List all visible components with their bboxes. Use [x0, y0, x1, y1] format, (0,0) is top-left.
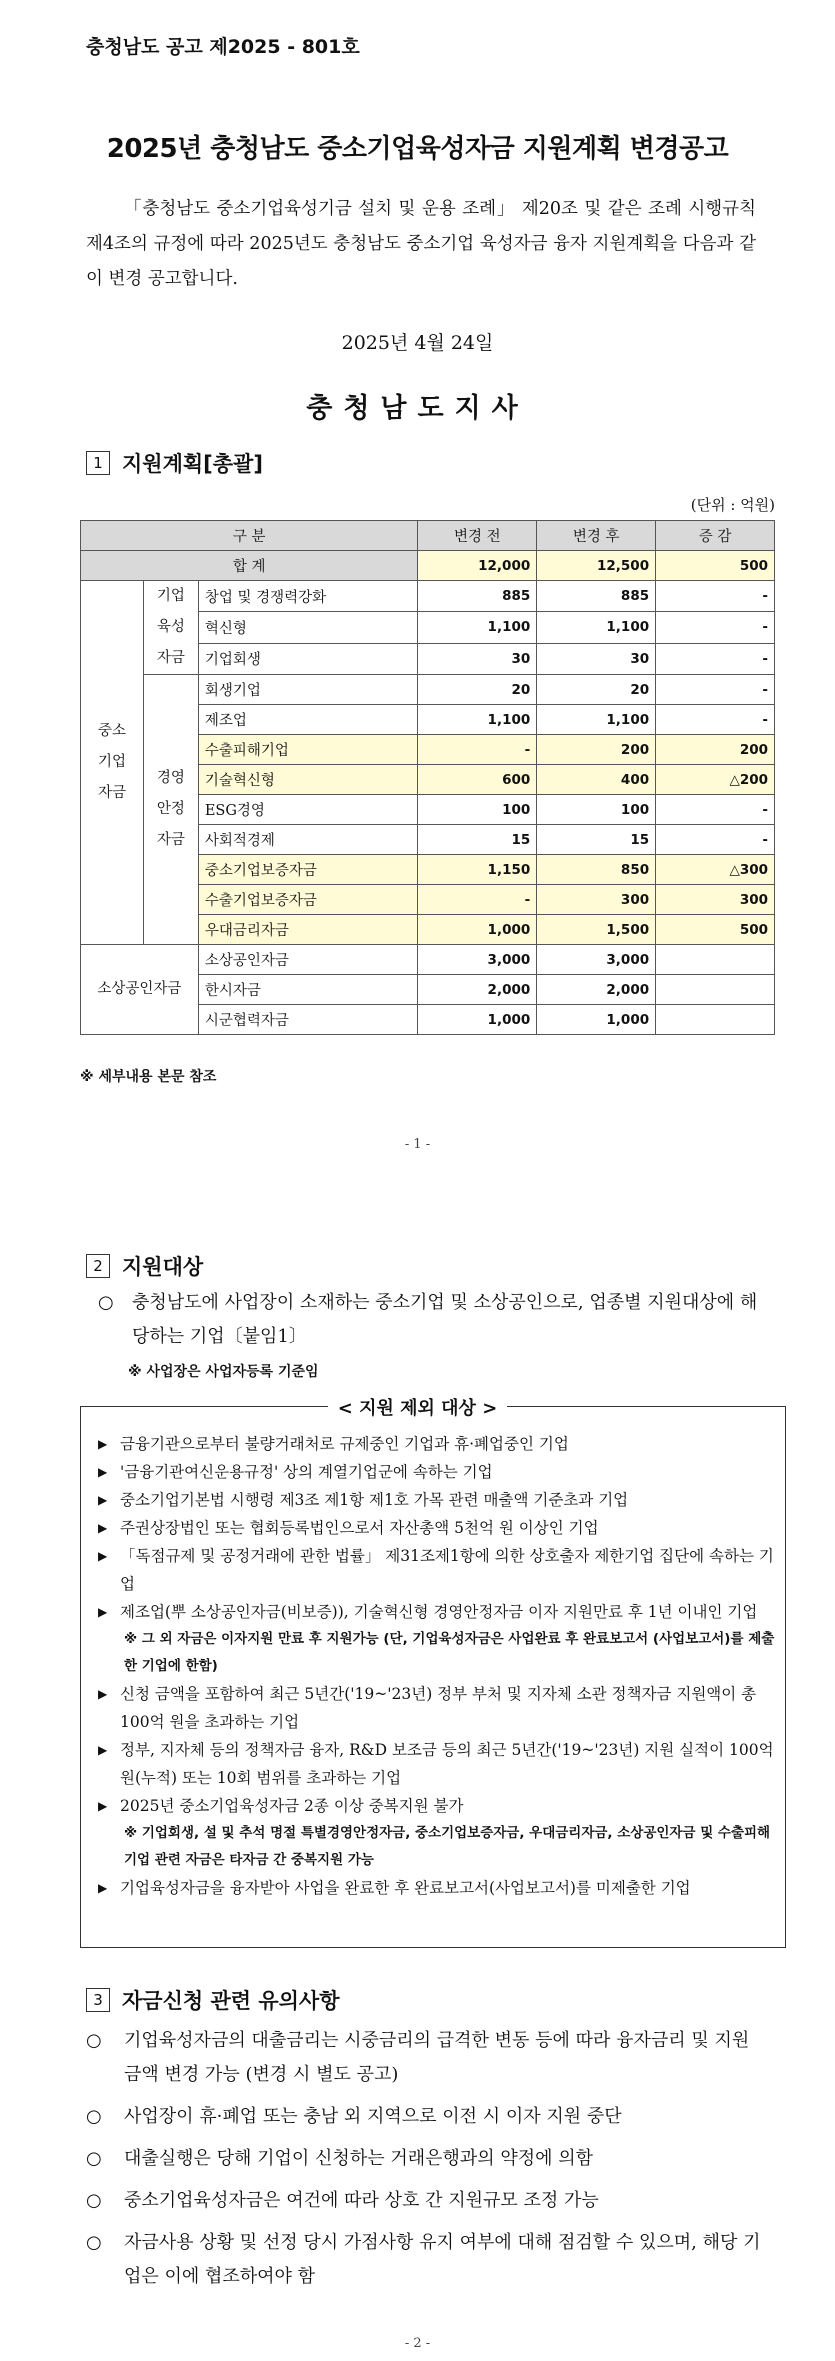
section-number: 2 [86, 1254, 110, 1278]
exclusion-text: 중소기업기본법 시행령 제3조 제1항 제1호 가목 관련 매출액 기준초과 기업 [120, 1491, 629, 1509]
exclusion-text: 주권상장법인 또는 협회등록법인으로서 자산총액 5천억 원 이상인 기업 [120, 1519, 599, 1537]
precaution-text: 중소기업육성자금은 여건에 따라 상호 간 지원규모 조정 가능 [124, 2190, 599, 2211]
row-item-label: 혁신형 [204, 620, 247, 637]
issuer: 충청남도지사 [306, 393, 529, 424]
row-after: 1,100 [537, 705, 656, 735]
section-title: 지원대상 [122, 1255, 204, 1279]
precaution-text: 자금사용 상황 및 선정 당시 가점사항 유지 여부에 대해 점검할 수 있으며, 해당 기업은 이에 협조하여야 함 [124, 2232, 761, 2287]
section-title: 자금신청 관련 유의사항 [122, 1989, 340, 2013]
support-target-note: ※ 사업장은 사업자등록 기준임 [128, 1364, 319, 1380]
row-diff [656, 945, 775, 975]
row-diff: - [656, 825, 775, 855]
row-item [198, 945, 418, 975]
table-header-row [81, 521, 775, 551]
row-item-label: 회생기업 [204, 683, 261, 699]
precaution-item [86, 2226, 766, 2294]
triangle-right-icon: ▶ [98, 1743, 108, 1757]
row-item-label: 수출기업보증자금 [204, 893, 317, 909]
support-target [98, 1286, 768, 1354]
row-item [198, 581, 418, 612]
unit-label: (단위 : 억원) [690, 496, 775, 514]
group-small-business: 소상공인자금 [81, 945, 199, 1035]
row-item [198, 643, 418, 674]
row-diff: - [656, 612, 775, 643]
intro-paragraph: 「충청남도 중소기업육성기금 설치 및 운용 조례」 제20조 및 같은 조례 시행규칙 제4조의 규정에 따라 2025년도 충청남도 중소기업 육성자금 융자 지원계획을 다음과 같이 변경 공고합니다. [86, 199, 756, 289]
row-after: 15 [537, 825, 656, 855]
row-diff: △200 [656, 765, 775, 795]
triangle-right-icon: ▶ [98, 1605, 108, 1619]
circle-bullet-icon: ○ [86, 2232, 102, 2253]
row-before: 885 [418, 581, 537, 612]
total-after: 12,500 [537, 551, 656, 581]
exclusion-text: 2025년 중소기업육성자금 2종 이상 중복지원 불가 [120, 1797, 464, 1815]
row-diff: △300 [656, 855, 775, 885]
row-diff: - [656, 795, 775, 825]
row-diff: 200 [656, 735, 775, 765]
precaution-item [86, 2184, 766, 2218]
row-diff [656, 975, 775, 1005]
row-before: 30 [418, 643, 537, 674]
row-item-label: 시군협력자금 [204, 1013, 289, 1029]
section-2-heading [86, 1251, 203, 1281]
sub-stable: 경영 안정 자금 [143, 675, 198, 945]
row-diff [656, 1005, 775, 1035]
row-after: 885 [537, 581, 656, 612]
sub-growth: 기업 육성 자금 [143, 581, 198, 675]
row-after: 300 [537, 885, 656, 915]
row-item [198, 975, 418, 1005]
row-item [198, 675, 418, 705]
exclusion-text: ※ 그 외 자금은 이자지원 만료 후 지원가능 (단, 기업육성자금은 사업완료 후 완료보고서 (사업보고서)를 제출한 기업에 한함) [124, 1631, 775, 1674]
row-before: 1,100 [418, 612, 537, 643]
exclusion-item [98, 1792, 782, 1820]
row-before: 1,150 [418, 855, 537, 885]
exclusion-item [98, 1598, 782, 1626]
exclusion-text: 정부, 지자체 등의 정책자금 융자, R&D 보조금 등의 최근 5년간('19~'23년) 지원 실적이 100억 원(누적) 또는 10회 범위를 초과하는 기업 [120, 1741, 774, 1787]
row-before: 600 [418, 765, 537, 795]
row-after: 20 [537, 675, 656, 705]
header-after: 변경 후 [537, 521, 656, 551]
notice-number: 충청남도 공고 제2025 - 801호 [86, 36, 360, 58]
row-diff: - [656, 675, 775, 705]
circle-bullet-icon: ○ [86, 2030, 102, 2051]
document-title: 2025년 충청남도 중소기업육성자금 지원계획 변경공고 [106, 134, 729, 164]
header-category: 구 분 [81, 521, 418, 551]
table-row [81, 945, 775, 975]
row-after: 3,000 [537, 945, 656, 975]
row-before: 1,100 [418, 705, 537, 735]
row-item [198, 795, 418, 825]
exclusion-title: < 지원 제외 대상 > [0, 1394, 835, 1420]
support-target-text: 충청남도에 사업장이 소재하는 중소기업 및 소상공인으로, 업종별 지원대상에 해당하는 기업〔붙임1〕 [132, 1292, 758, 1347]
triangle-right-icon: ▶ [98, 1465, 108, 1479]
section-number: 1 [86, 451, 110, 475]
row-item-label: 기술혁신형 [204, 773, 275, 789]
circle-bullet-icon: ○ [86, 2190, 102, 2211]
row-after: 1,100 [537, 612, 656, 643]
row-before: 1,000 [418, 1005, 537, 1035]
row-item-label: 우대금리자금 [204, 923, 289, 939]
exclusion-item [98, 1680, 782, 1736]
header-diff: 증 감 [656, 521, 775, 551]
row-diff: - [656, 643, 775, 674]
triangle-right-icon: ▶ [98, 1493, 108, 1507]
group-sme: 중소 기업 자금 [81, 581, 144, 945]
triangle-right-icon: ▶ [98, 1687, 108, 1701]
row-item-label: 제조업 [204, 713, 247, 729]
exclusion-text: 금융기관으로부터 불량거래처로 규제중인 기업과 휴·폐업중인 기업 [120, 1435, 569, 1453]
exclusion-text: 신청 금액을 포함하여 최근 5년간('19~'23년) 정부 부처 및 지자체 소관 정책자금 지원액이 총 100억 원을 초과하는 기업 [120, 1685, 757, 1731]
row-before: 3,000 [418, 945, 537, 975]
row-before: 2,000 [418, 975, 537, 1005]
table-row [81, 581, 775, 612]
row-item-label: 창업 및 경쟁력강화 [204, 589, 327, 606]
precaution-item [86, 2024, 766, 2092]
exclusion-text: 제조업(뿌 소상공인자금(비보증)), 기술혁신형 경영안정자금 이자 지원만료 후 1년 이내인 기업 [120, 1603, 758, 1621]
precaution-text: 대출실행은 당해 기업이 신청하는 거래은행과의 약정에 의함 [124, 2148, 594, 2169]
circle-bullet-icon: ○ [86, 2106, 102, 2127]
row-diff: 300 [656, 885, 775, 915]
row-item [198, 705, 418, 735]
exclusion-item [98, 1514, 782, 1542]
triangle-right-icon: ▶ [98, 1521, 108, 1535]
circle-bullet-icon: ○ [98, 1292, 114, 1313]
row-item [198, 765, 418, 795]
row-after: 30 [537, 643, 656, 674]
row-after: 400 [537, 765, 656, 795]
row-item [198, 915, 418, 945]
precaution-item [86, 2100, 766, 2134]
row-before: 15 [418, 825, 537, 855]
exclusion-note [98, 1820, 782, 1874]
exclusion-list [98, 1430, 782, 1902]
row-item-label: 한시자금 [204, 983, 261, 999]
row-diff: - [656, 581, 775, 612]
exclusion-item [98, 1486, 782, 1514]
row-before: - [418, 885, 537, 915]
section-3-heading [86, 1985, 339, 2015]
exclusion-text: ※ 기업회생, 설 및 추석 명절 특별경영안정자금, 중소기업보증자금, 우대금리자금, 소상공인자금 및 수출피해기업 관련 자금은 타자금 간 중복지원 가능 [124, 1825, 771, 1868]
section-number: 3 [86, 1988, 110, 2012]
row-before: - [418, 735, 537, 765]
row-diff: 500 [656, 915, 775, 945]
exclusion-note [98, 1626, 782, 1680]
table-total-row [81, 551, 775, 581]
table-row [81, 675, 775, 705]
precaution-item [86, 2142, 766, 2176]
precaution-text: 기업육성자금의 대출금리는 시중금리의 급격한 변동 등에 따라 융자금리 및 지원금액 변경 가능 (변경 시 별도 공고) [124, 2030, 750, 2085]
circle-bullet-icon: ○ [86, 2148, 102, 2169]
row-item [198, 885, 418, 915]
exclusion-text: 「독점규제 및 공정거래에 관한 법률」 제31조제1항에 의한 상호출자 제한기업 집단에 속하는 기업 [120, 1547, 774, 1593]
row-item-label: 수출피해기업 [204, 743, 289, 759]
row-after: 850 [537, 855, 656, 885]
row-item-label: 사회적경제 [204, 833, 275, 849]
row-item [198, 612, 418, 643]
row-item-label: ESG경영 [204, 803, 265, 819]
row-item [198, 855, 418, 885]
exclusion-text: '금융기관여신운용규정' 상의 계열기업군에 속하는 기업 [120, 1463, 493, 1481]
row-item [198, 735, 418, 765]
precautions-list [86, 2024, 766, 2294]
row-after: 2,000 [537, 975, 656, 1005]
row-before: 100 [418, 795, 537, 825]
header-before: 변경 전 [418, 521, 537, 551]
notice-date: 2025년 4월 24일 [341, 332, 494, 354]
row-after: 100 [537, 795, 656, 825]
exclusion-item [98, 1458, 782, 1486]
row-item [198, 1005, 418, 1035]
exclusion-item [98, 1874, 782, 1902]
exclusion-item [98, 1542, 782, 1598]
page-number: - 2 - [404, 2336, 431, 2351]
triangle-right-icon: ▶ [98, 1549, 108, 1563]
section-title: 지원계획[총괄] [122, 452, 263, 476]
row-item-label: 중소기업보증자금 [204, 863, 317, 879]
row-diff: - [656, 705, 775, 735]
row-after: 200 [537, 735, 656, 765]
exclusion-item [98, 1736, 782, 1792]
exclusion-item [98, 1430, 782, 1458]
row-before: 1,000 [418, 915, 537, 945]
triangle-right-icon: ▶ [98, 1437, 108, 1451]
total-diff: 500 [656, 551, 775, 581]
total-before: 12,000 [418, 551, 537, 581]
section-1-heading [86, 448, 263, 478]
precaution-text: 사업장이 휴·폐업 또는 충남 외 지역으로 이전 시 이자 지원 중단 [124, 2106, 622, 2127]
triangle-right-icon: ▶ [98, 1881, 108, 1895]
row-after: 1,500 [537, 915, 656, 945]
triangle-right-icon: ▶ [98, 1799, 108, 1813]
exclusion-text: 기업육성자금을 융자받아 사업을 완료한 후 완료보고서(사업보고서)를 미제출한 기업 [120, 1879, 691, 1897]
row-before: 20 [418, 675, 537, 705]
row-after: 1,000 [537, 1005, 656, 1035]
row-item-label: 기업회생 [204, 652, 261, 669]
row-item [198, 825, 418, 855]
page-number: - 1 - [404, 1137, 431, 1152]
row-item-label: 소상공인자금 [204, 953, 289, 969]
total-label: 합 계 [81, 551, 418, 581]
table-footnote: ※ 세부내용 본문 참조 [80, 1069, 217, 1085]
budget-table [80, 520, 775, 1035]
